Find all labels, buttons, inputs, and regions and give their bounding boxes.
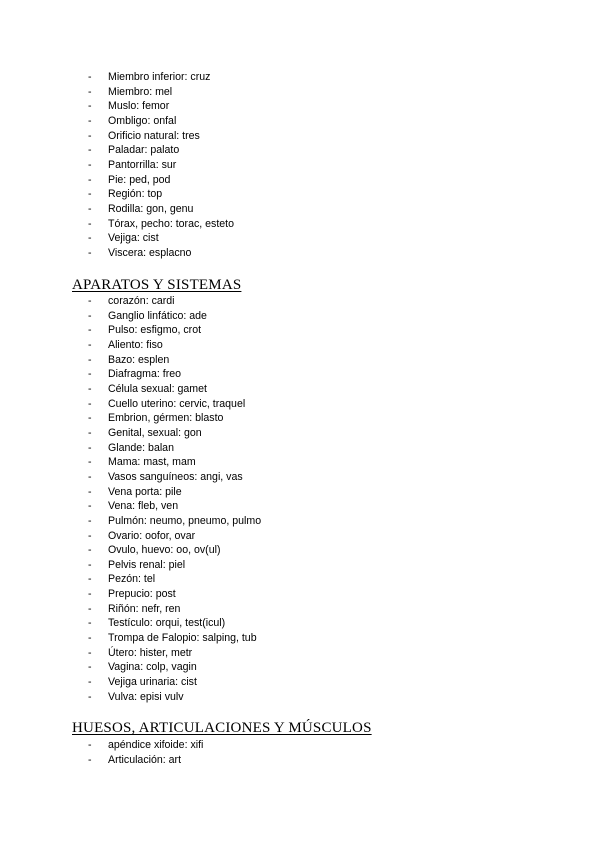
section-heading-huesos-articulaciones-musculos: HUESOS, ARTICULACIONES Y MÚSCULOS [72, 720, 372, 736]
list-bullet: - [88, 500, 92, 513]
list-bullet: - [88, 529, 92, 542]
list-bullet: - [88, 485, 92, 498]
list-bullet: - [88, 617, 92, 630]
list-bullet: - [88, 470, 92, 483]
list-item-text: Vulva: episi vulv [108, 690, 184, 703]
list-item-text: Pantorrilla: sur [108, 158, 177, 171]
list-bullet: - [88, 295, 92, 307]
list-item-text: Prepucio: post [108, 588, 176, 601]
list-bullet: - [88, 456, 92, 469]
list-item-text: Ovulo, huevo: oo, ov(ul) [108, 544, 221, 557]
list-bullet: - [88, 202, 92, 215]
list-item-text: Orificio natural: tres [108, 129, 200, 142]
list-bullet: - [88, 646, 92, 659]
list-item-text: Vena: fleb, ven [108, 500, 179, 513]
list-item-text: Tórax, pecho: torac, esteto [108, 217, 235, 230]
list-bullet: - [88, 129, 92, 142]
list-bullet: - [88, 309, 92, 322]
list-bullet: - [88, 85, 92, 98]
list-bullet: - [88, 338, 92, 351]
list-bullet: - [88, 690, 92, 703]
list-bullet: - [88, 353, 92, 366]
list-bullet: - [88, 246, 92, 259]
list-item-text: Miembro: mel [108, 85, 173, 98]
list-bullet: - [88, 100, 92, 113]
list-item-text: Rodilla: gon, genu [108, 202, 194, 215]
list-bullet: - [88, 114, 92, 127]
list-bullet: - [88, 588, 92, 601]
list-bullet: - [88, 441, 92, 454]
list-item-text: Pulmón: neumo, pneumo, pulmo [108, 514, 262, 527]
list-bullet: - [88, 188, 92, 201]
section-heading-aparatos-y-sistemas: APARATOS Y SISTEMAS [72, 277, 242, 293]
list-item-text: Región: top [108, 188, 163, 201]
list-item-text: Vejiga urinaria: cist [108, 676, 197, 689]
list-item-text: Testículo: orqui, test(icul) [108, 617, 226, 630]
list-item-text: Aliento: fiso [108, 338, 163, 351]
list-bullet: - [88, 573, 92, 586]
list-item-text: Vasos sanguíneos: angi, vas [108, 470, 243, 483]
list-item-text: Articulación: art [108, 753, 182, 766]
list-item-text: Genital, sexual: gon [108, 426, 202, 439]
list-item-text: Glande: balan [108, 441, 174, 454]
list-item-text: Pulso: esfigmo, crot [108, 324, 202, 337]
list-item-text: Ombligo: onfal [108, 114, 177, 127]
list-item-text: corazón: cardi [108, 295, 175, 307]
list-item-text: Mama: mast, mam [108, 456, 196, 469]
list-bullet: - [88, 544, 92, 557]
list-bullet: - [88, 382, 92, 395]
list-item-text: apéndice xifoide: xifi [108, 739, 204, 751]
list-bullet: - [88, 602, 92, 615]
list-bullet: - [88, 173, 92, 186]
list-bullet: - [88, 676, 92, 689]
list-bullet: - [88, 71, 92, 83]
list-item-text: Miembro inferior: cruz [108, 71, 211, 83]
list-item-text: Cuello uterino: cervic, traquel [108, 397, 246, 410]
list-bullet: - [88, 397, 92, 410]
list-bullet: - [88, 158, 92, 171]
list-item-text: Trompa de Falopio: salping, tub [108, 632, 257, 645]
list-bullet: - [88, 661, 92, 674]
list-bullet: - [88, 324, 92, 337]
list-item-text: Bazo: esplen [108, 353, 170, 366]
list-item-text: Ovario: oofor, ovar [108, 529, 196, 542]
list-item-text: Vena porta: pile [108, 485, 182, 498]
list-item-text: Diafragma: freo [108, 368, 182, 381]
list-item-text: Muslo: femor [108, 100, 170, 113]
list-bullet: - [88, 144, 92, 157]
list-bullet: - [88, 514, 92, 527]
list-item-text: Ganglio linfático: ade [108, 309, 207, 322]
list-item-text: Pelvis renal: piel [108, 558, 186, 571]
list-item-text: Paladar: palato [108, 144, 180, 157]
list-bullet: - [88, 558, 92, 571]
list-bullet: - [88, 426, 92, 439]
list-bullet: - [88, 368, 92, 381]
list-item-text: Riñón: nefr, ren [108, 602, 181, 615]
list-item-text: Útero: hister, metr [108, 646, 193, 659]
list-item-text: Viscera: esplacno [108, 246, 192, 259]
list-item-text: Pie: ped, pod [108, 173, 171, 186]
list-bullet: - [88, 232, 92, 245]
list-bullet: - [88, 753, 92, 766]
list-bullet: - [88, 632, 92, 645]
list-item-text: Vagina: colp, vagin [108, 661, 197, 674]
list-item-text: Embrion, gérmen: blasto [108, 412, 224, 425]
list-bullet: - [88, 217, 92, 230]
list-item-text: Célula sexual: gamet [108, 382, 207, 395]
list-item-text: Vejiga: cist [108, 232, 159, 245]
list-bullet: - [88, 412, 92, 425]
list-item-text: Pezón: tel [108, 573, 156, 586]
list-bullet: - [88, 739, 92, 751]
